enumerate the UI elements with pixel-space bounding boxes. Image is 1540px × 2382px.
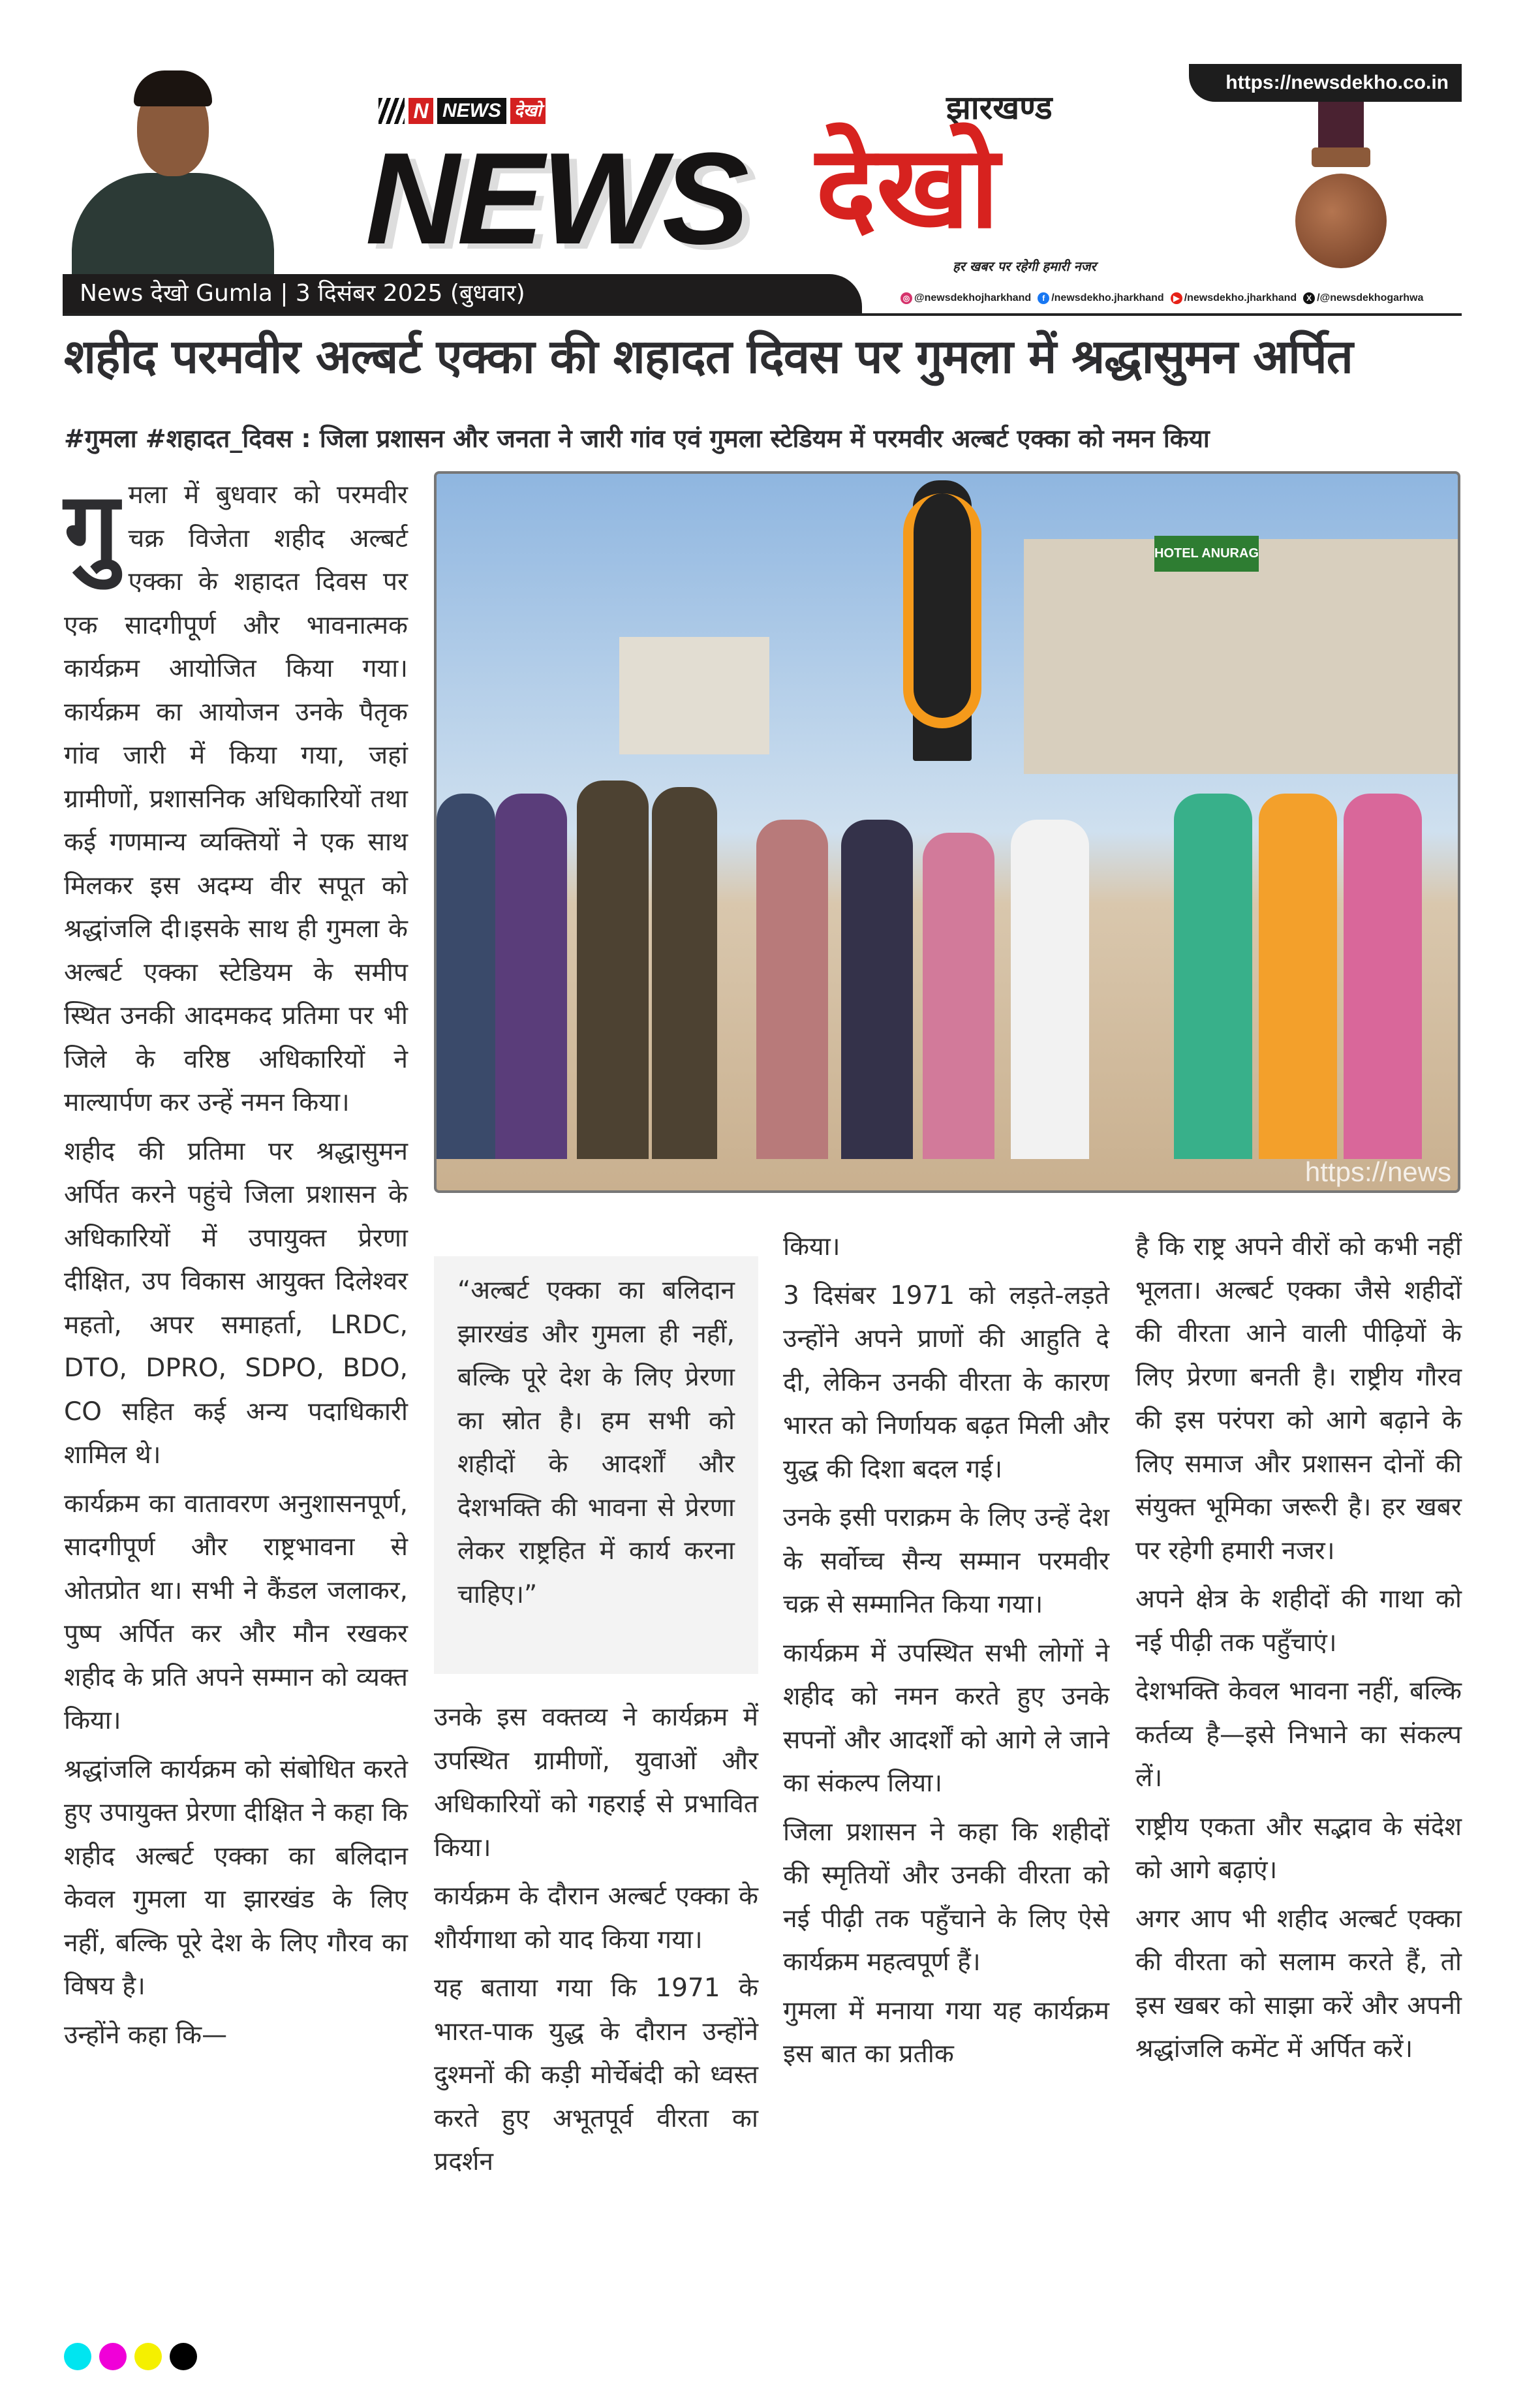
headline: शहीद परमवीर अल्बर्ट एक्का की शहादत दिवस पर गुमला में श्रद्धासुमन अर्पित	[64, 329, 1353, 384]
event-photo	[434, 471, 1460, 1193]
paragraph: उन्होंने कहा कि—	[64, 2020, 228, 2050]
website-url[interactable]: https://newsdekho.co.in	[1189, 64, 1462, 102]
paragraph: श्रद्धांजलि कार्यक्रम को संबोधित करते हुए उपायुक्त प्रेरणा दीक्षित ने कहा कि शहीद अल्बर्ट एक्का का बलिदान केवल गुमला या झारखंड के लिए नहीं, बल्कि पूरे देश के लिए गौरव का विषय है।	[64, 1754, 408, 2001]
instagram-icon: ◎	[901, 292, 912, 304]
social-links	[901, 292, 1423, 304]
logo-dekho: देखो	[816, 121, 1000, 254]
social-facebook[interactable]: f /newsdekho.jharkhand	[1038, 292, 1163, 304]
paragraph: अपने क्षेत्र के शहीदों की गाथा को नई पीढ़ी तक पहुँचाएं।	[1135, 1585, 1462, 1658]
paragraph: यह बताया गया कि 1971 के भारत-पाक युद्ध के दौरान उन्होंने दुश्मनों की कड़ी मोर्चेबंदी को ध्वस्त करते हुए अभूतपूर्व वीरता का प्रदर्शन	[434, 1973, 758, 2176]
masthead-divider	[63, 313, 1462, 316]
paragraph: 3 दिसंबर 1971 को लड़ते-लड़ते उन्होंने अपने प्राणों की आहुति दे दी, लेकिन उनकी वीरता के कारण भारत को निर्णायक बढ़त मिली और युद्ध की दिशा बदल गई।	[783, 1280, 1109, 1484]
martyr-portrait	[69, 65, 277, 275]
column-1	[64, 471, 408, 2062]
yellow-dot	[134, 2343, 162, 2370]
logo-n: N	[408, 98, 433, 124]
paragraph: उनके इस वक्तव्य ने कार्यक्रम में उपस्थित ग्रामीणों, युवाओं और अधिकारियों को गहराई से प्रभावित किया।	[434, 1703, 758, 1863]
social-x[interactable]: X /@newsdekhogarhwa	[1303, 292, 1423, 304]
paragraph: राष्ट्रीय एकता और सद्भाव के संदेश को आगे बढ़ाएं।	[1135, 1812, 1462, 1885]
paragraph: किया।	[783, 1232, 840, 1261]
paragraph: उनके इसी पराक्रम के लिए उन्हें देश के सर्वोच्च सैन्य सम्मान परमवीर चक्र से सम्मानित किया गया।	[783, 1503, 1109, 1619]
subheadline: #गुमला #शहादत_दिवस : जिला प्रशासन और जनता ने जारी गांव एवं गुमला स्टेडियम में परमवीर अल्बर्ट एक्का को नमन किया	[64, 424, 1210, 453]
facebook-icon: f	[1038, 292, 1049, 304]
tagline: हर खबर पर रहेगी हमारी नजर	[953, 258, 1096, 274]
paragraph: गुमला में मनाया गया यह कार्यक्रम इस बात का प्रतीक	[783, 1996, 1109, 2069]
drop-cap: गु	[64, 471, 119, 585]
photo-watermark: https://news	[1304, 1156, 1451, 1187]
hotel-sign: HOTEL ANURAG	[1154, 536, 1259, 572]
cmyk-registration-marks	[64, 2343, 197, 2370]
social-youtube[interactable]: ▶ /newsdekho.jharkhand	[1171, 292, 1297, 304]
cyan-dot	[64, 2343, 91, 2370]
logo-small	[378, 98, 546, 124]
paragraph: कार्यक्रम का वातावरण अनुशासनपूर्ण, सादगीपूर्ण और राष्ट्रभावना से ओतप्रोत था। सभी ने कैंडल जलाकर, पुष्प अर्पित कर और मौन रखकर शहीद के प्रति अपने सम्मान को व्यक्त किया।	[64, 1489, 408, 1735]
pull-quote: “अल्बर्ट एक्का का बलिदान झारखंड और गुमला ही नहीं, बल्कि पूरे देश के लिए प्रेरणा का स्रोत है। हम सभी को शहीदों के आदर्शों और देशभक्ति की भावना से प्रेरणा लेकर राष्ट्रहित में कार्य करना चाहिए।”	[434, 1256, 758, 1674]
x-icon: X	[1303, 292, 1315, 304]
column-2	[434, 1696, 758, 2189]
column-3	[783, 1226, 1109, 2082]
logo-news: NEWS	[365, 126, 747, 271]
paragraph: अगर आप भी शहीद अल्बर्ट एक्का की वीरता को सलाम करते हैं, तो इस खबर को साझा करें और अपनी श्रद्धांजलि कमेंट में अर्पित करें।	[1135, 1904, 1462, 2064]
paragraph: कार्यक्रम में उपस्थित सभी लोगों ने शहीद को नमन करते हुए उनके सपनों और आदर्शों को आगे ले जाने का संकल्प लिया।	[783, 1638, 1109, 1798]
logo-small-news: NEWS	[437, 98, 506, 124]
column-4	[1135, 1226, 1462, 2077]
paragraph: देशभक्ति केवल भावना नहीं, बल्कि कर्तव्य है—इसे निभाने का संकल्प लें।	[1135, 1677, 1462, 1793]
date-line: News देखो Gumla | 3 दिसंबर 2025 (बुधवार)	[63, 274, 862, 313]
paragraph: जिला प्रशासन ने कहा कि शहीदों की स्मृतियों और उनकी वीरता को नई पीढ़ी तक पहुँचाने के लिए ऐसे कार्यक्रम महत्वपूर्ण हैं।	[783, 1817, 1109, 1977]
black-dot	[170, 2343, 197, 2370]
magenta-dot	[99, 2343, 127, 2370]
social-instagram[interactable]: ◎ @newsdekhojharkhand	[901, 292, 1031, 304]
param-vir-chakra-medal	[1282, 102, 1400, 271]
paragraph: कार्यक्रम के दौरान अल्बर्ट एक्का के शौर्यगाथा को याद किया गया।	[434, 1881, 758, 1955]
paragraph: मला में बुधवार को परमवीर चक्र विजेता शहीद अल्बर्ट एक्का के शहादत दिवस पर एक सादगीपूर्ण और भावनात्मक कार्यक्रम आयोजित किया गया। कार्यक्रम का आयोजन उनके पैतृक गांव जारी में किया गया, जहां ग्रामीणों, प्रशासनिक अधिकारियों तथा कई गणमान्य व्यक्तियों ने एक साथ मिलकर इस अदम्य वीर सपूत को श्रद्धांजलि दी।इसके साथ ही गुमला के अल्बर्ट एक्का स्टेडियम के समीप स्थित उनकी आदमकद प्रतिमा पर भी जिले के वरिष्ठ अधिकारियों ने माल्यार्पण कर उन्हें नमन किया।	[64, 480, 408, 1117]
youtube-icon: ▶	[1171, 292, 1182, 304]
logo-small-dekho: देखो	[510, 98, 546, 124]
column-2-wrapper	[434, 1256, 758, 2189]
paragraph: है कि राष्ट्र अपने वीरों को कभी नहीं भूलता। अल्बर्ट एक्का जैसे शहीदों की वीरता आने वाली पीढ़ियों के लिए प्रेरणा बनती है। राष्ट्रीय गौरव की इस परंपरा को आगे बढ़ाने के लिए समाज और प्रशासन दोनों की संयुक्त भूमिका जरूरी है। हर खबर पर रहेगी हमारी नजर।	[1135, 1232, 1462, 1566]
logo-state: झारखण्ड	[946, 89, 1053, 127]
paragraph: शहीद की प्रतिमा पर श्रद्धासुमन अर्पित करने पहुंचे जिला प्रशासन के अधिकारियों में उपायुक्त प्रेरणा दीक्षित, उप विकास आयुक्त दिलेश्वर महतो, अपर समाहर्ता, LRDC, DTO, DPRO, SDPO, BDO, CO सहित कई अन्य पदाधिकारी शामिल थे।	[64, 1136, 408, 1470]
